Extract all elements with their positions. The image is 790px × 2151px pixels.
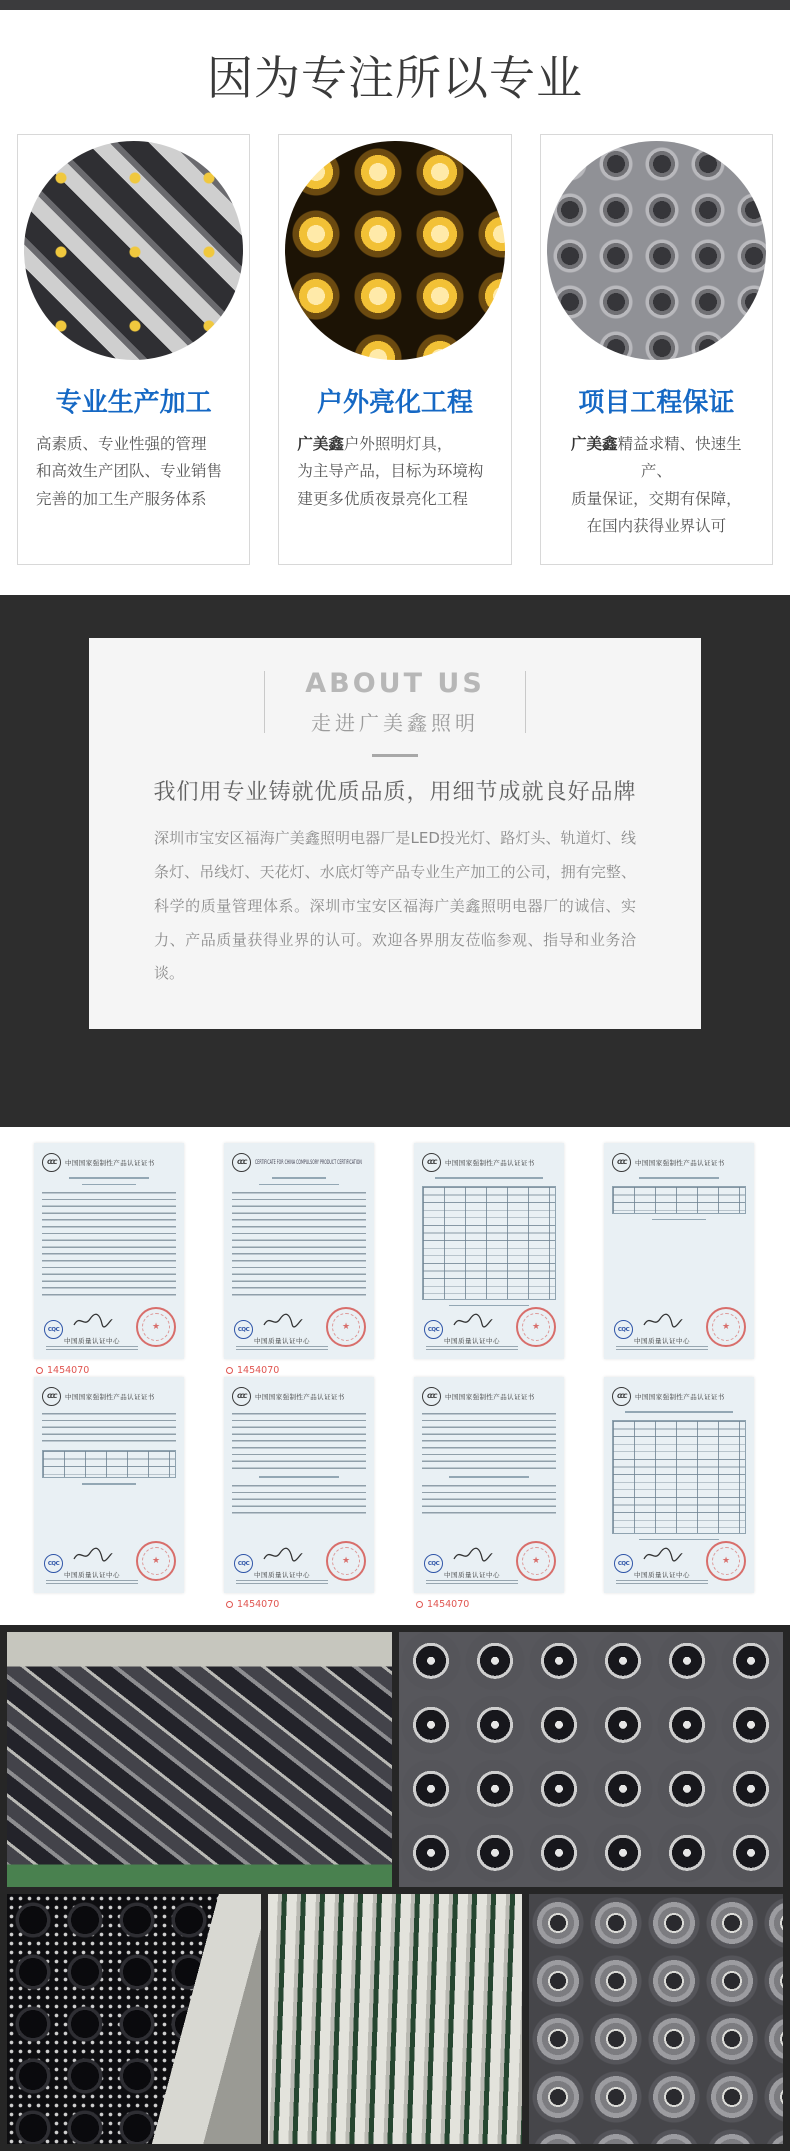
- issuer-name: 中国质量认证中心: [236, 1570, 328, 1585]
- black-led-lamps-photo: [7, 1894, 261, 2144]
- fixtures-workshop-photo: [547, 141, 766, 360]
- cqc-logo-icon: CQC: [234, 1554, 253, 1573]
- certificate-cell: [604, 1143, 754, 1377]
- placeholder-text-line: [449, 1476, 529, 1478]
- certificate-title: 中国国家强制性产品认证证书: [255, 1393, 345, 1402]
- photo-row: [7, 1894, 783, 2144]
- issuer-name: 中国质量认证中心: [236, 1336, 328, 1351]
- serial-icon: [416, 1601, 423, 1608]
- about-heading: [89, 668, 701, 736]
- signature-icon: [642, 1313, 684, 1329]
- certificate-table: [612, 1186, 746, 1214]
- aluminum-housings-photo: [529, 1894, 783, 2144]
- signature-icon: [452, 1547, 494, 1563]
- certificate-cell: [414, 1377, 564, 1611]
- certificate-small-table: [604, 1143, 754, 1359]
- certificate-en-text: [224, 1143, 374, 1359]
- feature-card-production: [17, 134, 250, 565]
- certificate-serial: 1454070: [224, 1363, 374, 1377]
- ccc-logo-icon: CCC: [232, 1387, 251, 1406]
- serial-icon: [36, 1367, 43, 1374]
- certificate-table: [612, 1420, 746, 1534]
- certificate-body-text: [422, 1485, 556, 1515]
- cqc-logo-icon: CQC: [234, 1320, 253, 1339]
- feature-card-outdoor-lighting: [278, 134, 511, 565]
- brand-name: 广美鑫: [571, 435, 618, 454]
- feature-caption: 户外亮化工程: [316, 388, 473, 419]
- issuer-name: 中国质量认证中心: [46, 1336, 138, 1351]
- issuer-name: 中国质量认证中心: [616, 1570, 708, 1585]
- certificate-small-table: [34, 1377, 184, 1593]
- certificate-body-text: [232, 1485, 366, 1515]
- cqc-logo-icon: CQC: [44, 1320, 63, 1339]
- certificate-serial-empty: [604, 1363, 754, 1377]
- certificate-cell: [34, 1143, 184, 1377]
- certificate-table: [42, 1450, 176, 1478]
- placeholder-text-line: [435, 1177, 542, 1179]
- placeholder-text-line: [69, 1177, 149, 1179]
- placeholder-text-line: [259, 1476, 339, 1478]
- certificate-cell: [224, 1143, 374, 1377]
- about-us-heading-en: ABOUT US: [305, 667, 485, 699]
- certificate-cell: [414, 1143, 564, 1377]
- certificate-table: [422, 1186, 556, 1300]
- ccc-logo-icon: CCC: [232, 1153, 251, 1172]
- red-stamp-icon: [706, 1541, 746, 1581]
- placeholder-text-line: [82, 1184, 136, 1186]
- red-stamp-icon: [516, 1307, 556, 1347]
- certificate-cell: [604, 1377, 754, 1611]
- cqc-logo-icon: CQC: [44, 1554, 63, 1573]
- red-stamp-icon: [136, 1307, 176, 1347]
- feature-description: 广美鑫精益求精、快速生产、 质量保证，交期有保障， 在国内获得业界认可: [571, 435, 742, 535]
- certificate-serial: 1454070: [224, 1597, 374, 1611]
- cqc-logo-icon: CQC: [614, 1554, 633, 1573]
- signature-icon: [72, 1547, 114, 1563]
- signature-icon: [452, 1313, 494, 1329]
- feature-description: 广美鑫户外照明灯具， 为主导产品，目标为环境构 建更多优质夜景亮化工程: [297, 435, 484, 508]
- certificate-body-text: [232, 1413, 366, 1471]
- feature-cards: [17, 134, 773, 565]
- white-tube-lights-photo: [268, 1894, 522, 2144]
- feature-caption: 项目工程保证: [578, 388, 735, 419]
- certificates-section: [34, 1143, 756, 1611]
- placeholder-text-line: [652, 1219, 706, 1221]
- cqc-logo-icon: CQC: [424, 1554, 443, 1573]
- signature-icon: [262, 1547, 304, 1563]
- signature-icon: [72, 1313, 114, 1329]
- red-stamp-icon: [326, 1307, 366, 1347]
- page-title: 因为专注所以专业: [207, 51, 583, 105]
- certificate-row-2: [34, 1377, 756, 1611]
- certificate-cell: [34, 1377, 184, 1611]
- feature-description: 高素质、专业性强的管理 和高效生产团队、专业销售 完善的加工生产服务体系: [36, 435, 223, 508]
- issuer-name: 中国质量认证中心: [46, 1570, 138, 1585]
- about-section: [0, 595, 790, 1127]
- certificate-body-text: [42, 1192, 176, 1296]
- certificate-serial: 1454070: [34, 1363, 184, 1377]
- issuer-name: 中国质量认证中心: [426, 1570, 518, 1585]
- certificate-cn-text: [224, 1377, 374, 1593]
- placeholder-text-line: [272, 1177, 326, 1179]
- certificate-title: 中国国家强制性产品认证证书: [635, 1159, 725, 1168]
- certificate-title: 中国国家强制性产品认证证书: [635, 1393, 725, 1402]
- red-stamp-icon: [136, 1541, 176, 1581]
- issuer-name: 中国质量认证中心: [616, 1336, 708, 1351]
- floodlight-grid-photo: [24, 141, 243, 360]
- left-divider-bar: [264, 671, 265, 733]
- certificate-cell: [224, 1377, 374, 1611]
- certificate-title: 中国国家强制性产品认证证书: [445, 1159, 535, 1168]
- cylinder-housings-photo: [399, 1632, 784, 1887]
- red-stamp-icon: [326, 1541, 366, 1581]
- ccc-logo-icon: CCC: [612, 1153, 631, 1172]
- certificate-serial-empty: [414, 1363, 564, 1377]
- certificate-serial: 1454070: [414, 1597, 564, 1611]
- red-stamp-icon: [516, 1541, 556, 1581]
- small-divider: [372, 754, 418, 757]
- certificate-body-text: [42, 1413, 176, 1443]
- certificate-title: 中国国家强制性产品认证证书: [65, 1159, 155, 1168]
- placeholder-text-line: [625, 1411, 732, 1413]
- feature-card-project-guarantee: [540, 134, 773, 565]
- certificate-large-table: [604, 1377, 754, 1593]
- signature-icon: [262, 1313, 304, 1329]
- certificate-body-text: [422, 1413, 556, 1471]
- ccc-logo-icon: CCC: [42, 1153, 61, 1172]
- about-slogan: 我们用专业铸就优质品质，用细节成就良好品牌: [153, 779, 637, 805]
- certificate-row-1: [34, 1143, 756, 1377]
- certificate-title: 中国国家强制性产品认证证书: [65, 1393, 155, 1402]
- glowing-lamps-photo: [285, 141, 504, 360]
- placeholder-text-line: [259, 1184, 339, 1186]
- certificate-serial-empty: [604, 1597, 754, 1611]
- about-paragraph: 深圳市宝安区福海广美鑫照明电器厂是LED投光灯、路灯头、轨道灯、线条灯、吊线灯、天花灯、水底灯等产品专业生产加工的公司，拥有完整、科学的质量管理体系。深圳市宝安区福海广美鑫照明电器厂的诚信、实力、产品质量获得业界的认可。欢迎各界朋友莅临参观、指导和业务洽谈。: [154, 828, 636, 983]
- certificate-serial-empty: [34, 1597, 184, 1611]
- certificate-cn-text: [34, 1143, 184, 1359]
- red-stamp-icon: [706, 1307, 746, 1347]
- brand-name: 广美鑫: [297, 435, 344, 454]
- certificate-large-table: [414, 1143, 564, 1359]
- about-us-heading-cn: 走进广美鑫照明: [310, 710, 479, 735]
- signature-icon: [642, 1547, 684, 1563]
- cqc-logo-icon: CQC: [614, 1320, 633, 1339]
- top-dark-strip: [0, 0, 790, 10]
- placeholder-text-line: [639, 1177, 719, 1179]
- certificate-title: 中国国家强制性产品认证证书: [445, 1393, 535, 1402]
- floodlight-racks-photo: [7, 1632, 392, 1887]
- photo-row: [7, 1632, 783, 1887]
- factory-photos-section: [0, 1625, 790, 2151]
- certificate-title-en: CERTIFICATE FOR CHINA COMPULSORY PRODUCT CERTIFICATION: [255, 1159, 362, 1167]
- certificate-body-text: [232, 1192, 366, 1296]
- ccc-logo-icon: CCC: [42, 1387, 61, 1406]
- feature-caption: 专业生产加工: [55, 388, 212, 419]
- ccc-logo-icon: CCC: [612, 1387, 631, 1406]
- serial-icon: [226, 1367, 233, 1374]
- cqc-logo-icon: CQC: [424, 1320, 443, 1339]
- right-divider-bar: [525, 671, 526, 733]
- certificate-cn-text: [414, 1377, 564, 1593]
- issuer-name: 中国质量认证中心: [426, 1336, 518, 1351]
- ccc-logo-icon: CCC: [422, 1387, 441, 1406]
- placeholder-text-line: [82, 1483, 136, 1485]
- serial-icon: [226, 1601, 233, 1608]
- ccc-logo-icon: CCC: [422, 1153, 441, 1172]
- about-card: [89, 638, 701, 1029]
